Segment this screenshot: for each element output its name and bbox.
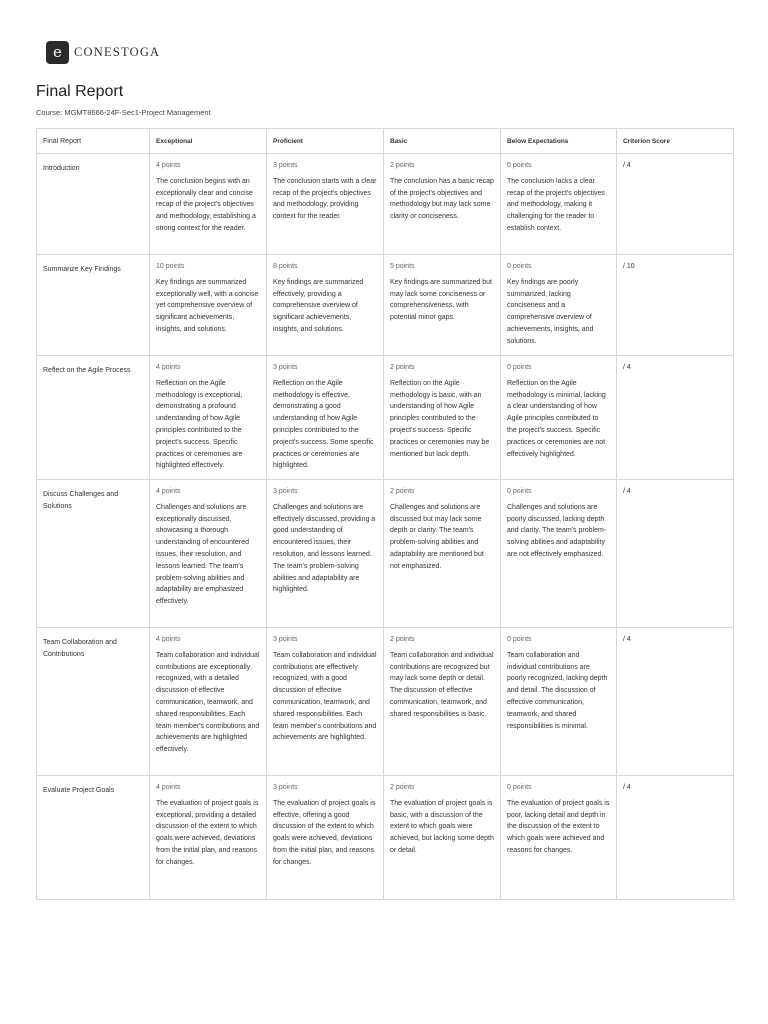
rating-description: The evaluation of project goals is exceptional, providing a detailed discussion of the extent to which goals were achieved, deviations from the initial plan, and reasons for changes.	[156, 799, 259, 866]
header-below-expectations: Below Expectations	[501, 129, 617, 154]
rating-points: 4 points	[156, 488, 181, 495]
rating-points: 0 points	[507, 162, 532, 169]
rubric-row	[37, 628, 734, 776]
rating-points: 2 points	[390, 364, 415, 371]
rating-description: Team collaboration and individual contributions are poorly recognized, lacking depth and detail. The discussion of effective communication, teamwork, and shared responsibilities is minimal.	[507, 651, 608, 730]
rating-cell-proficient	[267, 356, 384, 480]
rating-description: Challenges and solutions are discussed but may lack some depth or clarity. The team's problem-solving abilities and adaptability are mentioned but not emphasized.	[390, 503, 484, 570]
rating-cell-below-expectations	[501, 255, 617, 356]
rating-description: Key findings are summarized exceptionally well, with a concise yet comprehensive overview of significant achievements, insights, and solutions.	[156, 278, 259, 333]
header-proficient: Proficient	[267, 129, 384, 154]
rating-points: 3 points	[273, 636, 298, 643]
rating-points: 4 points	[156, 784, 181, 791]
rating-points: 3 points	[273, 784, 298, 791]
rating-description: The conclusion lacks a clear recap of the project's objectives and methodology, making it challenging for the reader to establish context.	[507, 177, 605, 232]
criterion-score: / 10	[617, 255, 734, 356]
rating-points: 4 points	[156, 162, 181, 169]
rating-points: 4 points	[156, 364, 181, 371]
rubric-table	[36, 128, 734, 900]
rubric-row	[37, 480, 734, 628]
rating-description: Key findings are poorly summarized, lacking conciseness and a comprehensive overview of achievements, insights, and solutions.	[507, 278, 594, 345]
criterion-name: Reflect on the Agile Process	[37, 356, 150, 480]
rating-cell-below-expectations	[501, 356, 617, 480]
rating-points: 0 points	[507, 636, 532, 643]
rating-description: Reflection on the Agile methodology is minimal, lacking a clear understanding of how Agile principles contributed to the project's success. Specific practices or ceremonies are not effectively highlighted.	[507, 379, 606, 458]
rating-description: Challenges and solutions are exceptionally discussed, showcasing a thorough understanding of encountered issues, their resolution, and lessons learned. The team's problem-solving abilities and adaptability are emphasized effectively.	[156, 503, 250, 606]
logo-wordmark: CONESTOGA	[74, 44, 161, 59]
rating-cell-below-expectations	[501, 154, 617, 255]
course-label: Course: MGMT8666-24F-Sec1-Project Management	[36, 108, 211, 117]
rating-cell-exceptional	[150, 255, 267, 356]
rating-points: 5 points	[390, 263, 415, 270]
rating-cell-basic	[384, 776, 501, 900]
rating-points: 2 points	[390, 636, 415, 643]
rating-description: Key findings are summarized effectively, providing a comprehensive overview of significant achievements, insights, and solutions.	[273, 278, 364, 333]
rating-description: Reflection on the Agile methodology is effective, demonstrating a good understanding of how Agile principles contributed to the project's success. Some specific practices or ceremonies are highlighted.	[273, 379, 374, 470]
rating-cell-exceptional	[150, 776, 267, 900]
rating-points: 3 points	[273, 162, 298, 169]
criterion-score: / 4	[617, 480, 734, 628]
rating-description: The conclusion begins with an exceptionally clear and concise recap of the project's objectives and methodology, establishing a strong context for the reader.	[156, 177, 256, 232]
rating-cell-basic	[384, 154, 501, 255]
rating-description: The evaluation of project goals is poor, lacking detail and depth in the discussion of the extent to which goals were achieved and reasons for changes.	[507, 799, 610, 854]
rating-description: The conclusion starts with a clear recap of the project's objectives and methodology, providing context for the reader.	[273, 177, 377, 221]
criterion-name: Evaluate Project Goals	[37, 776, 150, 900]
rubric-row	[37, 255, 734, 356]
rating-description: The evaluation of project goals is effective, offering a good discussion of the extent to which goals were achieved, deviations from the initial plan, and reasons for changes.	[273, 799, 376, 866]
criterion-name: Team Collaboration and Contributions	[37, 628, 150, 776]
rating-description: Key findings are summarized but may lack some conciseness or comprehensiveness, with potential minor gaps.	[390, 278, 492, 322]
rating-cell-basic	[384, 628, 501, 776]
criterion-score: / 4	[617, 628, 734, 776]
rating-description: Reflection on the Agile methodology is exceptional, demonstrating a profound understanding of how Agile principles contributed to the project's success. Specific practices or ceremonies are highlighted effectively.	[156, 379, 243, 470]
rating-description: Team collaboration and individual contributions are recognized but may lack some depth or detail. The discussion of effective communication, teamwork, and shared responsibilities is basic.	[390, 651, 494, 718]
rating-cell-below-expectations	[501, 628, 617, 776]
rating-cell-proficient	[267, 776, 384, 900]
rating-points: 0 points	[507, 784, 532, 791]
rating-cell-exceptional	[150, 628, 267, 776]
rating-cell-proficient	[267, 480, 384, 628]
rubric-row	[37, 356, 734, 480]
rating-points: 3 points	[273, 364, 298, 371]
rating-cell-below-expectations	[501, 776, 617, 900]
rating-description: Team collaboration and individual contributions are effectively recognized, with a good discussion of effective communication, teamwork, and shared responsibilities. Each team member's contributions and achievements are highlighted.	[273, 651, 377, 742]
rating-cell-proficient	[267, 628, 384, 776]
rating-cell-proficient	[267, 154, 384, 255]
criterion-name: Summarize Key Findings	[37, 255, 150, 356]
rating-points: 0 points	[507, 488, 532, 495]
rating-cell-exceptional	[150, 480, 267, 628]
page-title: Final Report	[36, 83, 124, 100]
rating-cell-basic	[384, 356, 501, 480]
rating-cell-proficient	[267, 255, 384, 356]
rating-description: Team collaboration and individual contributions are exceptionally recognized, with a detailed discussion of effective communication, teamwork, and shared responsibilities. Each team member's contributions and achievements are highlighted effectively.	[156, 651, 260, 754]
rating-cell-below-expectations	[501, 480, 617, 628]
rating-points: 8 points	[273, 263, 298, 270]
rating-points: 4 points	[156, 636, 181, 643]
criterion-score: / 4	[617, 154, 734, 255]
rubric-row	[37, 154, 734, 255]
criterion-score: / 4	[617, 356, 734, 480]
rating-points: 0 points	[507, 263, 532, 270]
criterion-name: Introduction	[37, 154, 150, 255]
conestoga-logo	[46, 39, 160, 65]
rating-description: Challenges and solutions are poorly discussed, lacking depth and clarity. The team's problem-solving abilities and adaptability are not effectively emphasized.	[507, 503, 607, 558]
header-criterion-score: Criterion Score	[617, 129, 734, 154]
rating-points: 3 points	[273, 488, 298, 495]
header-basic: Basic	[384, 129, 501, 154]
header-exceptional: Exceptional	[150, 129, 267, 154]
rating-description: The evaluation of project goals is basic, with a discussion of the extent to which goals were achieved, but lacking some depth or detail.	[390, 799, 494, 854]
header-criterion: Final Report	[37, 129, 150, 154]
criterion-name: Discuss Challenges and Solutions	[37, 480, 150, 628]
rating-points: 2 points	[390, 488, 415, 495]
rating-cell-basic	[384, 480, 501, 628]
rating-cell-basic	[384, 255, 501, 356]
rating-description: Reflection on the Agile methodology is basic, with an understanding of how Agile principles contributed to the project's success. Specific practices or ceremonies may be mentioned but lack depth.	[390, 379, 490, 458]
criterion-score: / 4	[617, 776, 734, 900]
rating-points: 2 points	[390, 162, 415, 169]
rating-points: 2 points	[390, 784, 415, 791]
logo-e-icon: e	[46, 41, 69, 64]
rating-points: 0 points	[507, 364, 532, 371]
rating-description: Challenges and solutions are effectively discussed, providing a good understanding of encountered issues, their resolution, and lessons learned. The team's problem-solving abilities and adaptability are highlighted.	[273, 503, 376, 594]
rating-description: The conclusion has a basic recap of the project's objectives and methodology but may lack some clarity or conciseness.	[390, 177, 494, 221]
rubric-header-row	[37, 129, 734, 154]
rating-cell-exceptional	[150, 356, 267, 480]
rating-cell-exceptional	[150, 154, 267, 255]
rating-points: 10 points	[156, 263, 185, 270]
rubric-row	[37, 776, 734, 900]
